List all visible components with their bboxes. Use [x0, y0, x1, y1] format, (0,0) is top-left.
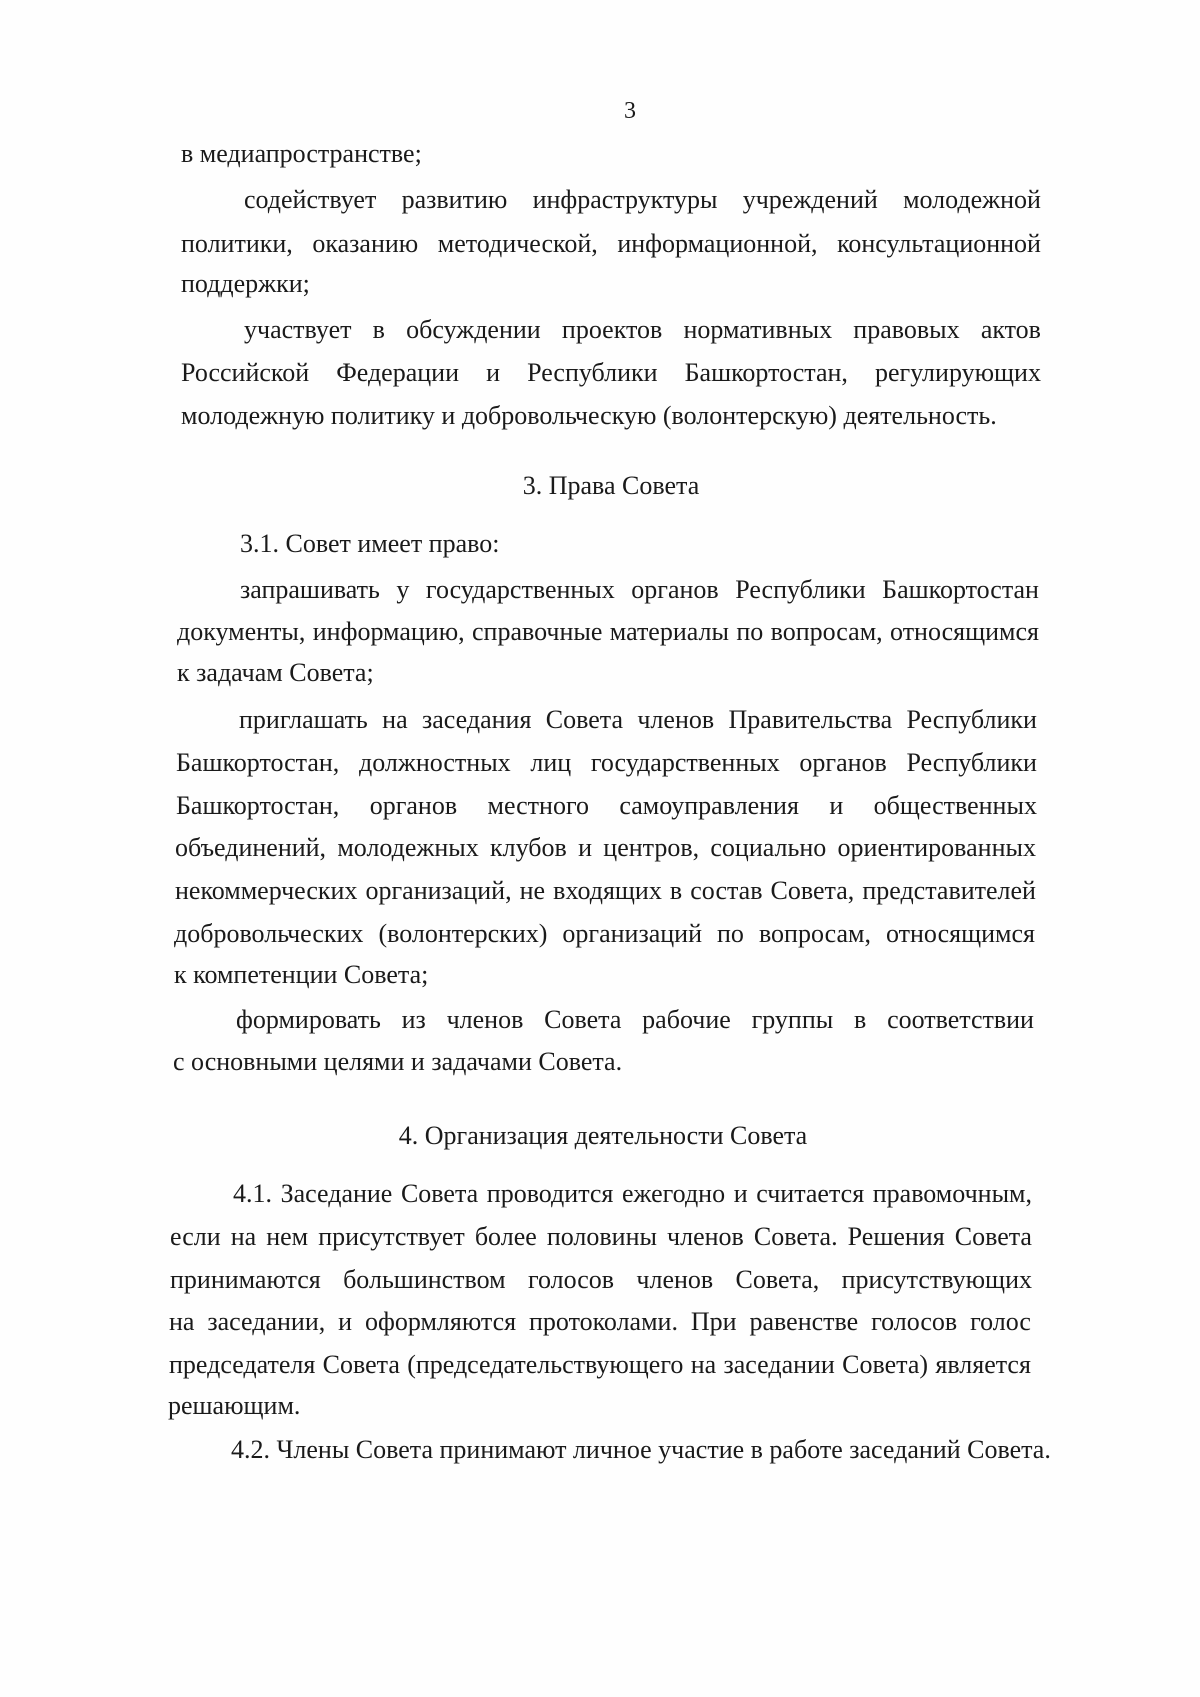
word: принимаются [170, 1265, 321, 1294]
text-line [174, 916, 1035, 952]
word: обсуждении [406, 315, 541, 344]
word: Республики [906, 705, 1037, 734]
word: лиц [530, 748, 572, 777]
word: присутствующих [841, 1265, 1032, 1294]
word: информационной, [617, 229, 818, 258]
word: добровольческих [174, 919, 364, 948]
text-line: в медиапространстве; [181, 139, 422, 168]
word: присутствует [318, 1222, 465, 1251]
word: приглашать [239, 705, 368, 734]
word: Совета [954, 1222, 1032, 1251]
word: у [396, 575, 410, 604]
word: протоколами. [529, 1307, 678, 1336]
word: организаций [562, 919, 702, 948]
text-line [181, 355, 1041, 391]
text-line [170, 1262, 1032, 1298]
text-line: к компетенции Совета; [174, 960, 429, 989]
text-line [170, 1219, 1032, 1255]
word: самоуправления [619, 791, 799, 820]
word: государственных [425, 575, 615, 604]
word: в [854, 1005, 867, 1034]
word: справочные [472, 617, 603, 646]
text-line [169, 1304, 1031, 1340]
word: членов [667, 1222, 744, 1251]
text-line [176, 788, 1037, 824]
word: на [690, 1350, 717, 1379]
word: представителей [862, 876, 1036, 905]
word: относящимся [890, 617, 1039, 646]
word: на [230, 1222, 257, 1251]
word: членов [446, 1005, 524, 1034]
word: председателя [169, 1350, 316, 1379]
word: рабочие [642, 1005, 731, 1034]
text-line: к задачам Совета; [177, 658, 374, 687]
word: нормативных [683, 315, 833, 344]
text-line [169, 1347, 1031, 1383]
word: Решения [847, 1222, 945, 1251]
word: правомочным, [872, 1179, 1032, 1208]
text-line [181, 226, 1041, 262]
word: органов [369, 791, 458, 820]
word: ориентированных [837, 833, 1036, 862]
text-line [177, 614, 1039, 650]
word: правовых [853, 315, 960, 344]
word: равенстве [749, 1307, 859, 1336]
word: участвует [244, 315, 352, 344]
word: ежегодно [621, 1179, 726, 1208]
word: по [736, 617, 764, 646]
word: является [935, 1350, 1031, 1379]
word: более [474, 1222, 537, 1251]
word: в [669, 876, 683, 905]
word: информацию, [312, 617, 465, 646]
word: местного [487, 791, 589, 820]
word: Российской [181, 358, 310, 387]
word: и [578, 833, 593, 862]
word: не [519, 876, 546, 905]
paragraph-first-line: 3.1. Совет имеет право: [240, 529, 500, 558]
text-line [176, 745, 1037, 781]
word: Правительства [728, 705, 893, 734]
word: и [829, 791, 844, 820]
page-number: 3 [624, 98, 636, 124]
word: относящимся [885, 919, 1035, 948]
word: Республики [527, 358, 658, 387]
word: развитию [401, 185, 508, 214]
word: органов [631, 575, 719, 604]
text-line: с основными целями и задачами Совета. [173, 1047, 623, 1076]
paragraph-first-line [236, 1002, 1034, 1038]
word: считается [756, 1179, 865, 1208]
word: вопросам, [770, 617, 883, 646]
word: голос [970, 1307, 1031, 1336]
word: состав [690, 876, 763, 905]
word: При [690, 1307, 737, 1336]
paragraph-first-line [239, 702, 1037, 738]
word: (волонтерских) [378, 919, 548, 948]
word: содействует [244, 185, 377, 214]
word: запрашивать [240, 575, 380, 604]
word: Совета [400, 1179, 479, 1208]
word: методической, [437, 229, 598, 258]
paragraph-first-line [244, 312, 1041, 348]
section-heading: 3. Права Совета [522, 471, 700, 500]
word: на [382, 705, 408, 734]
word: группы [751, 1005, 834, 1034]
word: вопросам, [758, 919, 871, 948]
word: центров, [603, 833, 700, 862]
word: Совета, [770, 876, 855, 905]
text-line [175, 873, 1036, 909]
word: по [717, 919, 744, 948]
word: Республики [906, 748, 1037, 777]
word: Башкортостан [882, 575, 1039, 604]
word: половины [546, 1222, 657, 1251]
word: Совета [544, 1005, 622, 1034]
word: (председательствующего [407, 1350, 684, 1379]
word: органов [799, 748, 887, 777]
word: Республики [735, 575, 866, 604]
paragraph-first-line [233, 1176, 1032, 1212]
word: молодежной [903, 185, 1041, 214]
word: оформляются [365, 1307, 517, 1336]
word: заседания [421, 705, 532, 734]
paragraph-first-line [244, 182, 1041, 218]
word: соответствии [887, 1005, 1034, 1034]
word: заседании [723, 1350, 835, 1379]
word: объединений, [175, 833, 327, 862]
section-heading: 4. Организация деятельности Совета [398, 1121, 808, 1150]
word: нем [266, 1222, 309, 1251]
word: организаций, [365, 876, 512, 905]
word: и [486, 358, 501, 387]
text-line [175, 830, 1036, 866]
word: молодежных [337, 833, 479, 862]
word: формировать [236, 1005, 381, 1034]
word: Совета [322, 1350, 400, 1379]
text-line: решающим. [168, 1391, 301, 1420]
word: социально [710, 833, 827, 862]
word: государственных [590, 748, 780, 777]
word: на [169, 1307, 195, 1336]
word: Совета, [735, 1265, 820, 1294]
word: Совета) [842, 1350, 929, 1379]
word: инфраструктуры [532, 185, 718, 214]
word: из [401, 1005, 426, 1034]
text-line: молодежную политику и добровольческую (волонтерскую) деятельность. [181, 401, 997, 430]
word: актов [980, 315, 1041, 344]
word: оказанию [312, 229, 419, 258]
word: голосов [871, 1307, 958, 1336]
word: документы, [177, 617, 306, 646]
paragraph-first-line [240, 572, 1039, 608]
word: голосов [527, 1265, 615, 1294]
word: политики, [181, 229, 293, 258]
word: 4.1. [233, 1179, 272, 1208]
word: членов [636, 1265, 714, 1294]
paragraph-first-line: 4.2. Члены Совета принимают личное участие в работе заседаний Совета. [231, 1435, 1051, 1464]
word: входящих [553, 876, 662, 905]
word: Башкортостан, [684, 358, 848, 387]
word: членов [637, 705, 715, 734]
word: в [372, 315, 385, 344]
text-line: поддержки; [181, 269, 310, 298]
word: если [170, 1222, 221, 1251]
word: регулирующих [875, 358, 1041, 387]
word: должностных [359, 748, 511, 777]
word: некоммерческих [175, 876, 358, 905]
word: Башкортостан, [176, 748, 340, 777]
word: консультационной [837, 229, 1041, 258]
word: и [733, 1179, 748, 1208]
word: Башкортостан, [176, 791, 340, 820]
word: материалы [609, 617, 729, 646]
word: заседании, [207, 1307, 326, 1336]
word: большинством [343, 1265, 506, 1294]
word: общественных [873, 791, 1037, 820]
word: Совета. [753, 1222, 838, 1251]
word: Заседание [280, 1179, 393, 1208]
word: Федерации [336, 358, 460, 387]
word: Совета [545, 705, 623, 734]
word: проводится [486, 1179, 614, 1208]
word: клубов [490, 833, 567, 862]
word: учреждений [742, 185, 878, 214]
word: проектов [561, 315, 663, 344]
word: и [338, 1307, 353, 1336]
